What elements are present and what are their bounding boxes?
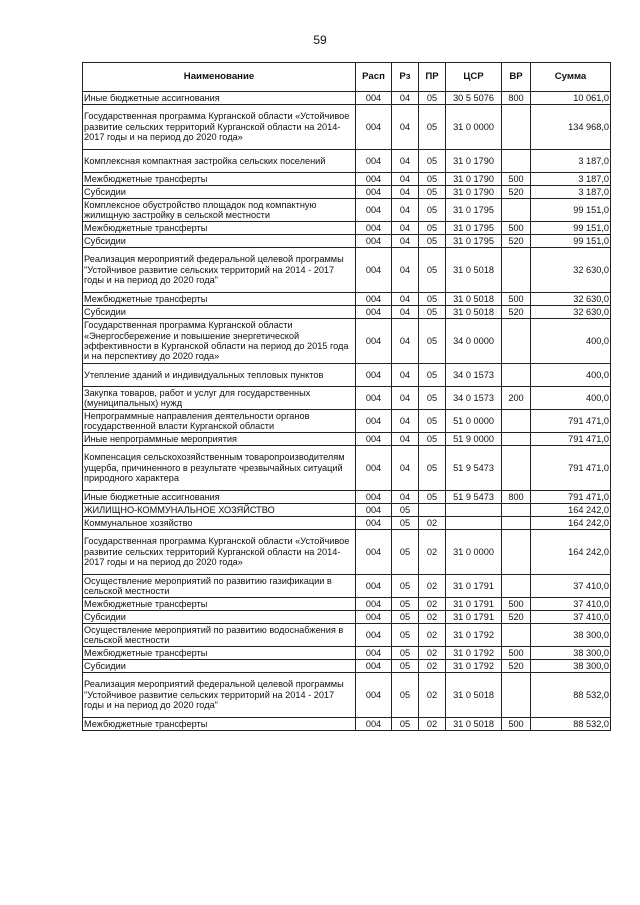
table-row: [83, 92, 611, 105]
cell-rz: 05: [392, 611, 419, 624]
cell-csr: 34 0 0000: [446, 319, 502, 364]
cell-rasp: 004: [356, 647, 392, 660]
cell-name: Утепление зданий и индивидуальных тепловых пунктов: [83, 364, 356, 387]
cell-rasp: 004: [356, 718, 392, 731]
cell-rasp: 004: [356, 150, 392, 173]
cell-pr: 02: [419, 575, 446, 598]
table-row: [83, 598, 611, 611]
cell-rasp: 004: [356, 575, 392, 598]
table-row: [83, 199, 611, 222]
cell-csr: 31 0 0000: [446, 105, 502, 150]
table-row: [83, 186, 611, 199]
table-row: [83, 718, 611, 731]
cell-name: Государственная программа Курганской области «Устойчивое развитие сельских территорий Курганской области на 2014-2017 годы и на период до 2020 года»: [83, 530, 356, 575]
cell-csr: 31 0 1791: [446, 611, 502, 624]
cell-name: Реализация мероприятий федеральной целевой программы "Устойчивое развитие сельских территорий на 2014 - 2017 годы и на период до 2020 года": [83, 673, 356, 718]
table-row: [83, 673, 611, 718]
cell-rz: 04: [392, 92, 419, 105]
cell-csr: 34 0 1573: [446, 364, 502, 387]
cell-vr: [502, 673, 531, 718]
cell-pr: 02: [419, 673, 446, 718]
cell-sum: 32 630,0: [531, 306, 611, 319]
cell-pr: 05: [419, 222, 446, 235]
cell-rz: 04: [392, 199, 419, 222]
cell-sum: 400,0: [531, 387, 611, 410]
cell-csr: 31 0 1792: [446, 647, 502, 660]
cell-pr: 05: [419, 248, 446, 293]
cell-rz: 04: [392, 410, 419, 433]
table-row: [83, 611, 611, 624]
cell-name: Межбюджетные трансферты: [83, 647, 356, 660]
cell-pr: 05: [419, 306, 446, 319]
cell-sum: 38 300,0: [531, 647, 611, 660]
cell-rasp: 004: [356, 173, 392, 186]
cell-sum: 791 471,0: [531, 446, 611, 491]
cell-vr: [502, 504, 531, 517]
table-header-row: [83, 63, 611, 92]
cell-name: Комплексное обустройство площадок под компактную жилищную застройку в сельской местности: [83, 199, 356, 222]
budget-table: [82, 62, 611, 731]
cell-sum: 32 630,0: [531, 293, 611, 306]
table-row: [83, 173, 611, 186]
cell-name: Межбюджетные трансферты: [83, 598, 356, 611]
cell-rz: 05: [392, 718, 419, 731]
cell-name: Государственная программа Курганской области «Энергосбережение и повышение энергетической эффективности в Курганской области на период до 2015 года и на перспективу до 2020 года»: [83, 319, 356, 364]
cell-rz: 04: [392, 173, 419, 186]
cell-rasp: 004: [356, 611, 392, 624]
cell-pr: 05: [419, 433, 446, 446]
header-name: Наименование: [83, 63, 356, 92]
cell-sum: 32 630,0: [531, 248, 611, 293]
cell-rasp: 004: [356, 433, 392, 446]
cell-pr: 05: [419, 387, 446, 410]
cell-csr: 51 9 0000: [446, 433, 502, 446]
cell-rasp: 004: [356, 530, 392, 575]
cell-sum: 37 410,0: [531, 575, 611, 598]
table-row: [83, 647, 611, 660]
cell-vr: 520: [502, 235, 531, 248]
cell-vr: 500: [502, 718, 531, 731]
cell-rasp: 004: [356, 222, 392, 235]
cell-vr: 500: [502, 598, 531, 611]
cell-csr: 31 0 1792: [446, 660, 502, 673]
cell-name: Закупка товаров, работ и услуг для государственных (муниципальных) нужд: [83, 387, 356, 410]
cell-name: Субсидии: [83, 186, 356, 199]
cell-pr: 05: [419, 92, 446, 105]
cell-pr: 05: [419, 186, 446, 199]
table-row: [83, 504, 611, 517]
cell-rz: 04: [392, 105, 419, 150]
cell-vr: 520: [502, 611, 531, 624]
cell-rasp: 004: [356, 673, 392, 718]
cell-csr: 31 0 1790: [446, 186, 502, 199]
cell-pr: 02: [419, 718, 446, 731]
table-row: [83, 105, 611, 150]
cell-rz: 04: [392, 235, 419, 248]
cell-name: Субсидии: [83, 660, 356, 673]
cell-rasp: 004: [356, 364, 392, 387]
cell-rz: 04: [392, 293, 419, 306]
cell-vr: 500: [502, 173, 531, 186]
cell-vr: 200: [502, 387, 531, 410]
cell-sum: 3 187,0: [531, 150, 611, 173]
cell-csr: 51 0 0000: [446, 410, 502, 433]
cell-csr: 31 0 1791: [446, 575, 502, 598]
cell-sum: 164 242,0: [531, 530, 611, 575]
cell-pr: 05: [419, 235, 446, 248]
cell-csr: [446, 504, 502, 517]
cell-name: Субсидии: [83, 611, 356, 624]
cell-pr: [419, 504, 446, 517]
cell-pr: 05: [419, 491, 446, 504]
cell-rz: 05: [392, 660, 419, 673]
cell-vr: 500: [502, 647, 531, 660]
cell-name: Осуществление мероприятий по развитию водоснабжения в сельской местности: [83, 624, 356, 647]
table-row: [83, 433, 611, 446]
table-row: [83, 660, 611, 673]
cell-sum: 400,0: [531, 319, 611, 364]
cell-pr: 05: [419, 319, 446, 364]
table-row: [83, 222, 611, 235]
cell-csr: 30 5 5076: [446, 92, 502, 105]
cell-name: Осуществление мероприятий по развитию газификации в сельской местности: [83, 575, 356, 598]
cell-rasp: 004: [356, 306, 392, 319]
cell-name: Межбюджетные трансферты: [83, 173, 356, 186]
cell-csr: 31 0 1795: [446, 235, 502, 248]
table-row: [83, 306, 611, 319]
header-pr: ПР: [419, 63, 446, 92]
header-rasp: Расп: [356, 63, 392, 92]
cell-pr: 02: [419, 598, 446, 611]
cell-sum: 88 532,0: [531, 718, 611, 731]
cell-sum: 3 187,0: [531, 173, 611, 186]
cell-csr: 31 0 5018: [446, 306, 502, 319]
cell-pr: 02: [419, 660, 446, 673]
cell-rasp: 004: [356, 293, 392, 306]
cell-rasp: 004: [356, 504, 392, 517]
cell-sum: 400,0: [531, 364, 611, 387]
cell-csr: 31 0 1791: [446, 598, 502, 611]
cell-name: Иные бюджетные ассигнования: [83, 92, 356, 105]
cell-sum: 88 532,0: [531, 673, 611, 718]
cell-vr: [502, 364, 531, 387]
cell-csr: 31 0 1795: [446, 222, 502, 235]
cell-rz: 04: [392, 306, 419, 319]
cell-vr: 800: [502, 491, 531, 504]
cell-rasp: 004: [356, 186, 392, 199]
table-row: [83, 319, 611, 364]
cell-rasp: 004: [356, 92, 392, 105]
cell-rz: 05: [392, 624, 419, 647]
table-row: [83, 150, 611, 173]
cell-sum: 3 187,0: [531, 186, 611, 199]
cell-csr: 31 0 5018: [446, 718, 502, 731]
cell-rz: 05: [392, 530, 419, 575]
cell-rasp: 004: [356, 446, 392, 491]
cell-vr: [502, 248, 531, 293]
table-row: [83, 446, 611, 491]
cell-csr: 51 9 5473: [446, 491, 502, 504]
cell-vr: [502, 105, 531, 150]
cell-csr: 31 0 1792: [446, 624, 502, 647]
cell-pr: 02: [419, 530, 446, 575]
cell-rasp: 004: [356, 624, 392, 647]
cell-rasp: 004: [356, 491, 392, 504]
cell-rz: 05: [392, 647, 419, 660]
table-row: [83, 410, 611, 433]
cell-rasp: 004: [356, 660, 392, 673]
table-row: [83, 491, 611, 504]
table-row: [83, 575, 611, 598]
cell-vr: [502, 517, 531, 530]
cell-name: Комплексная компактная застройка сельских поселений: [83, 150, 356, 173]
cell-vr: [502, 433, 531, 446]
cell-rz: 05: [392, 673, 419, 718]
cell-rasp: 004: [356, 248, 392, 293]
cell-rz: 05: [392, 598, 419, 611]
cell-csr: 31 0 1790: [446, 150, 502, 173]
cell-sum: 37 410,0: [531, 611, 611, 624]
page-number: 59: [313, 33, 327, 47]
cell-rz: 04: [392, 319, 419, 364]
cell-name: Реализация мероприятий федеральной целевой программы "Устойчивое развитие сельских территорий на 2014 - 2017 годы и на период до 2020 года": [83, 248, 356, 293]
cell-pr: 05: [419, 446, 446, 491]
cell-name: Иные непрограммные мероприятия: [83, 433, 356, 446]
table-row: [83, 248, 611, 293]
table-row: [83, 624, 611, 647]
cell-pr: 05: [419, 410, 446, 433]
cell-name: Субсидии: [83, 235, 356, 248]
cell-vr: [502, 319, 531, 364]
cell-pr: 05: [419, 105, 446, 150]
cell-csr: 31 0 0000: [446, 530, 502, 575]
cell-vr: 500: [502, 293, 531, 306]
cell-sum: 99 151,0: [531, 199, 611, 222]
cell-rz: 04: [392, 222, 419, 235]
cell-sum: 37 410,0: [531, 598, 611, 611]
table-row: [83, 530, 611, 575]
cell-name: Субсидии: [83, 306, 356, 319]
cell-rz: 04: [392, 150, 419, 173]
cell-csr: 31 0 5018: [446, 673, 502, 718]
cell-name: Межбюджетные трансферты: [83, 718, 356, 731]
cell-rz: 05: [392, 517, 419, 530]
cell-rz: 04: [392, 433, 419, 446]
cell-vr: [502, 624, 531, 647]
cell-name: Коммунальное хозяйство: [83, 517, 356, 530]
cell-vr: [502, 199, 531, 222]
cell-name: Компенсация сельскохозяйственным товаропроизводителям ущерба, причиненного в результате чрезвычайных ситуаций природного характера: [83, 446, 356, 491]
cell-vr: [502, 410, 531, 433]
cell-rz: 05: [392, 575, 419, 598]
cell-sum: 791 471,0: [531, 433, 611, 446]
cell-rasp: 004: [356, 598, 392, 611]
cell-sum: 791 471,0: [531, 491, 611, 504]
cell-rz: 04: [392, 491, 419, 504]
cell-rasp: 004: [356, 387, 392, 410]
header-sum: Сумма: [531, 63, 611, 92]
cell-pr: 05: [419, 199, 446, 222]
cell-rasp: 004: [356, 199, 392, 222]
cell-name: Межбюджетные трансферты: [83, 293, 356, 306]
cell-rasp: 004: [356, 105, 392, 150]
cell-rz: 05: [392, 504, 419, 517]
cell-vr: 520: [502, 306, 531, 319]
cell-sum: 134 968,0: [531, 105, 611, 150]
cell-name: Иные бюджетные ассигнования: [83, 491, 356, 504]
cell-pr: 05: [419, 364, 446, 387]
cell-csr: [446, 517, 502, 530]
cell-vr: [502, 575, 531, 598]
header-vr: ВР: [502, 63, 531, 92]
cell-sum: 10 061,0: [531, 92, 611, 105]
cell-pr: 05: [419, 173, 446, 186]
cell-sum: 99 151,0: [531, 235, 611, 248]
table-row: [83, 293, 611, 306]
cell-pr: 02: [419, 517, 446, 530]
cell-rasp: 004: [356, 410, 392, 433]
cell-csr: 31 0 5018: [446, 293, 502, 306]
cell-name: ЖИЛИЩНО-КОММУНАЛЬНОЕ ХОЗЯЙСТВО: [83, 504, 356, 517]
cell-name: Межбюджетные трансферты: [83, 222, 356, 235]
cell-pr: 05: [419, 293, 446, 306]
cell-pr: 02: [419, 624, 446, 647]
cell-vr: 800: [502, 92, 531, 105]
cell-sum: 38 300,0: [531, 624, 611, 647]
cell-csr: 31 0 5018: [446, 248, 502, 293]
table-row: [83, 387, 611, 410]
cell-rasp: 004: [356, 319, 392, 364]
cell-pr: 05: [419, 150, 446, 173]
cell-rz: 04: [392, 364, 419, 387]
cell-rz: 04: [392, 186, 419, 199]
cell-csr: 31 0 1795: [446, 199, 502, 222]
cell-pr: 02: [419, 611, 446, 624]
cell-csr: 34 0 1573: [446, 387, 502, 410]
cell-rz: 04: [392, 446, 419, 491]
cell-vr: [502, 150, 531, 173]
table-row: [83, 517, 611, 530]
cell-rz: 04: [392, 387, 419, 410]
cell-pr: 02: [419, 647, 446, 660]
cell-csr: 31 0 1790: [446, 173, 502, 186]
table-row: [83, 364, 611, 387]
cell-vr: [502, 530, 531, 575]
cell-rasp: 004: [356, 235, 392, 248]
cell-vr: 500: [502, 222, 531, 235]
cell-vr: 520: [502, 660, 531, 673]
cell-vr: 520: [502, 186, 531, 199]
cell-vr: [502, 446, 531, 491]
cell-name: Непрограммные направления деятельности органов государственной власти Курганской области: [83, 410, 356, 433]
cell-sum: 164 242,0: [531, 517, 611, 530]
cell-sum: 38 300,0: [531, 660, 611, 673]
cell-sum: 99 151,0: [531, 222, 611, 235]
cell-sum: 791 471,0: [531, 410, 611, 433]
cell-rasp: 004: [356, 517, 392, 530]
header-csr: ЦСР: [446, 63, 502, 92]
cell-rz: 04: [392, 248, 419, 293]
cell-csr: 51 9 5473: [446, 446, 502, 491]
table-row: [83, 235, 611, 248]
cell-name: Государственная программа Курганской области «Устойчивое развитие сельских территорий Курганской области на 2014-2017 годы и на период до 2020 года»: [83, 105, 356, 150]
cell-sum: 164 242,0: [531, 504, 611, 517]
header-rz: Рз: [392, 63, 419, 92]
